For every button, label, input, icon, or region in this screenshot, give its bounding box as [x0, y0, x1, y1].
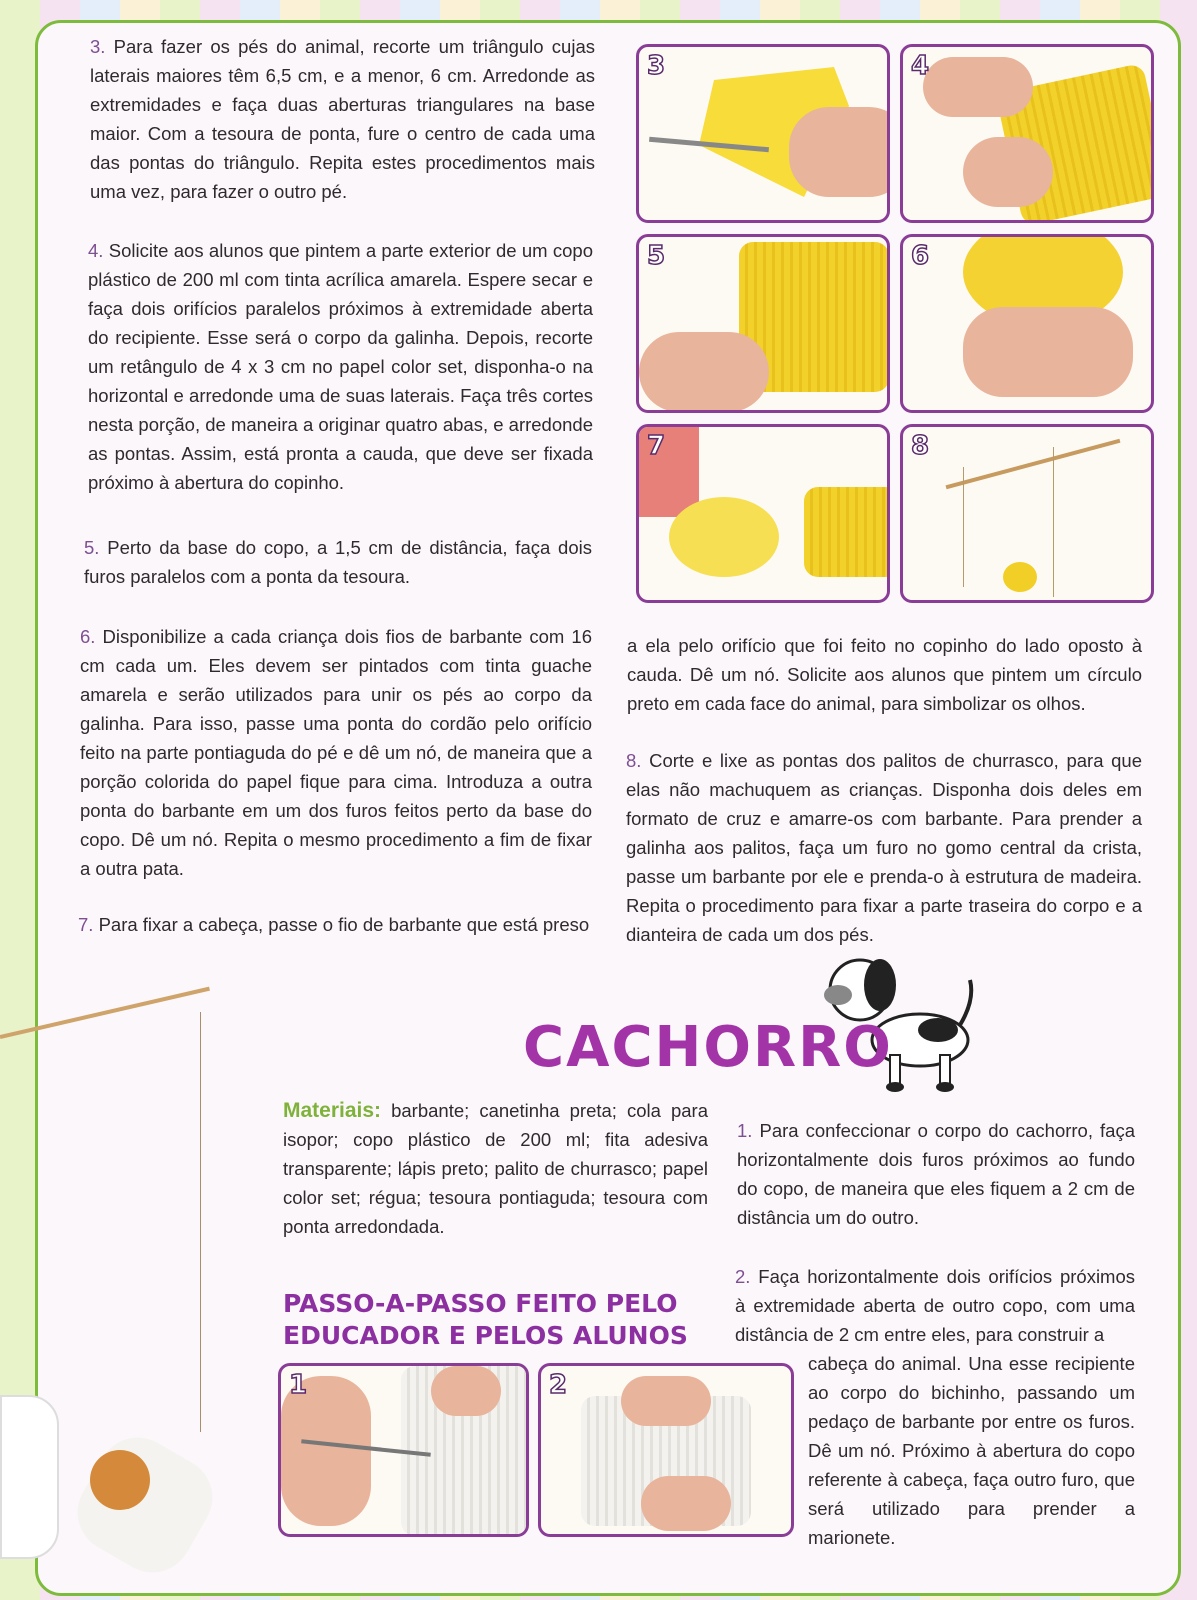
dog-step-1: [737, 1116, 1135, 1232]
step-5: [84, 533, 592, 591]
yellow-cup-image: [804, 487, 890, 577]
step-number: 4.: [88, 240, 104, 261]
step-text: Corte e lixe as pontas dos palitos de churrasco, para que elas não machuquem as crianças. Disponha dois deles em formato de cruz e amarre-os com barbante. Para prender a galinha aos palitos, faça um furo no gomo central da crista, passe um barbante por ele e prenda-o à estrutura de madeira. Repita o procedimento para fixar a parte traseira do corpo e a dianteira de cada um dos pés.: [626, 750, 1142, 945]
dog-puppet-spot-image: [90, 1450, 150, 1510]
photo-number: 1: [289, 1370, 308, 1400]
step-text: Perto da base do copo, a 1,5 cm de distância, faça dois furos paralelos com a ponta da tesoura.: [84, 537, 592, 587]
yellow-circle-image: [669, 497, 779, 577]
subtitle-line: PASSO-A-PASSO FEITO PELO: [283, 1289, 678, 1318]
photo-step-5: [636, 234, 890, 413]
step-8: [626, 746, 1142, 949]
section-title: CACHORRO: [523, 1015, 893, 1080]
step-text: Faça horizontalmente dois orifícios próximos à extremidade aberta de outro copo, com uma distância de 2 cm entre eles, para construir a: [735, 1266, 1136, 1345]
step-number: 6.: [80, 626, 96, 647]
photo-number: 5: [647, 241, 666, 271]
section-subtitle: [283, 1288, 688, 1352]
materials-text: barbante; canetinha preta; cola para isopor; copo plástico de 200 ml; fita adesiva transparente; lápis preto; palito de churrasco; papel color set; régua; tesoura pontiaguda; tesoura com ponta arredondada.: [283, 1100, 708, 1237]
dog-step-2b: [808, 1349, 1135, 1552]
step-text: Para confeccionar o corpo do cachorro, faça horizontalmente dois furos próximos ao fundo do copo, de maneira que eles fiquem a 2 cm de distância um do outro.: [737, 1120, 1136, 1228]
photo-step-4: [900, 44, 1154, 223]
step-text: cabeça do animal. Una esse recipiente ao corpo do bichinho, passando um pedaço de barbante por entre os furos. Dê um nó. Próximo à abertura do copo referente à cabeça, faça outro furo, que será utilizado para prender a marionete.: [808, 1353, 1135, 1548]
photo-number: 3: [647, 51, 666, 81]
step-7: [78, 910, 598, 939]
materials: [283, 1096, 708, 1241]
step-number: 8.: [626, 750, 642, 771]
step-text: Para fixar a cabeça, passe o fio de barbante que está preso: [98, 914, 590, 935]
step-number: 2.: [735, 1266, 751, 1287]
step-number: 7.: [78, 914, 94, 935]
string-image: [1053, 447, 1054, 597]
dog-puppet-image: [0, 1395, 59, 1559]
step-text: Para fazer os pés do animal, recorte um triângulo cujas laterais maiores têm 6,5 cm, e a menor, 6 cm. Arredonde as extremidades e faça duas aberturas triangulares na base maior. Com a tesoura de ponta, fure o centro de cada uma das pontas do triângulo. Repita estes procedimentos mais uma vez, para fazer o outro pé.: [90, 36, 595, 202]
hand-image: [963, 307, 1133, 397]
hand-image: [639, 332, 769, 412]
step-text: a ela pelo orifício que foi feito no copinho do lado oposto à cauda. Dê um nó. Solicite aos alunos que pintem um círculo preto em cada face do animal, para simbolizar os olhos.: [627, 635, 1142, 714]
photo-number: 8: [911, 431, 930, 461]
stick-image: [946, 439, 1121, 489]
hand-image: [963, 137, 1053, 207]
hand-image: [923, 57, 1033, 117]
step-number: 1.: [737, 1120, 753, 1141]
photo-step-7: [636, 424, 890, 603]
photo-step-3: [636, 44, 890, 223]
step-6: [80, 622, 592, 883]
photo-number: 2: [549, 1370, 568, 1400]
materials-label: Materiais:: [283, 1099, 382, 1122]
photo-dog-step-1: [278, 1363, 529, 1537]
hand-image: [431, 1366, 501, 1416]
dog-step-2a: [735, 1262, 1135, 1349]
hand-image: [621, 1376, 711, 1426]
subtitle-line: EDUCADOR E PELOS ALUNOS: [283, 1321, 688, 1350]
step-number: 5.: [84, 537, 100, 558]
step-text: Disponibilize a cada criança dois fios de barbante com 16 cm cada um. Eles devem ser pintados com tinta guache amarela e serão utilizados para unir os pés ao corpo da galinha. Para isso, passe uma ponta do cordão pelo orifício feito na parte pontiaguda do pé e dê um nó, de maneira que a porção colorida do papel fique para cima. Introduza a outra ponta do barbante em um dos furos feitos perto da base do copo. Dê um nó. Repita o mesmo procedimento a fim de fixar a outra pata.: [80, 626, 593, 879]
hand-image: [789, 107, 890, 197]
photo-number: 6: [911, 241, 930, 271]
photo-number: 4: [911, 51, 930, 81]
photo-dog-step-2: [538, 1363, 794, 1537]
step-3: [90, 32, 595, 206]
step-number: 3.: [90, 36, 106, 57]
chicken-image: [1003, 562, 1037, 592]
photo-number: 7: [647, 431, 666, 461]
string-image: [200, 1012, 201, 1432]
string-image: [963, 467, 964, 587]
photo-step-6: [900, 234, 1154, 413]
step-7-continued: [627, 631, 1142, 718]
photo-step-8: [900, 424, 1154, 603]
step-text: Solicite aos alunos que pintem a parte exterior de um copo plástico de 200 ml com tinta acrílica amarela. Espere secar e faça dois orifícios paralelos próximos à extremidade aberta do recipiente. Esse será o corpo da galinha. Depois, recorte um retângulo de 4 x 3 cm no papel color set, disponha-o na horizontal e arredonde uma de suas laterais. Faça três cortes nesta porção, de maneira a originar quatro abas, e arredonde as pontas. Assim, está pronta a cauda, que deve ser fixada próximo à abertura do copinho.: [88, 240, 594, 493]
hand-image: [641, 1476, 731, 1531]
step-4: [88, 236, 593, 497]
